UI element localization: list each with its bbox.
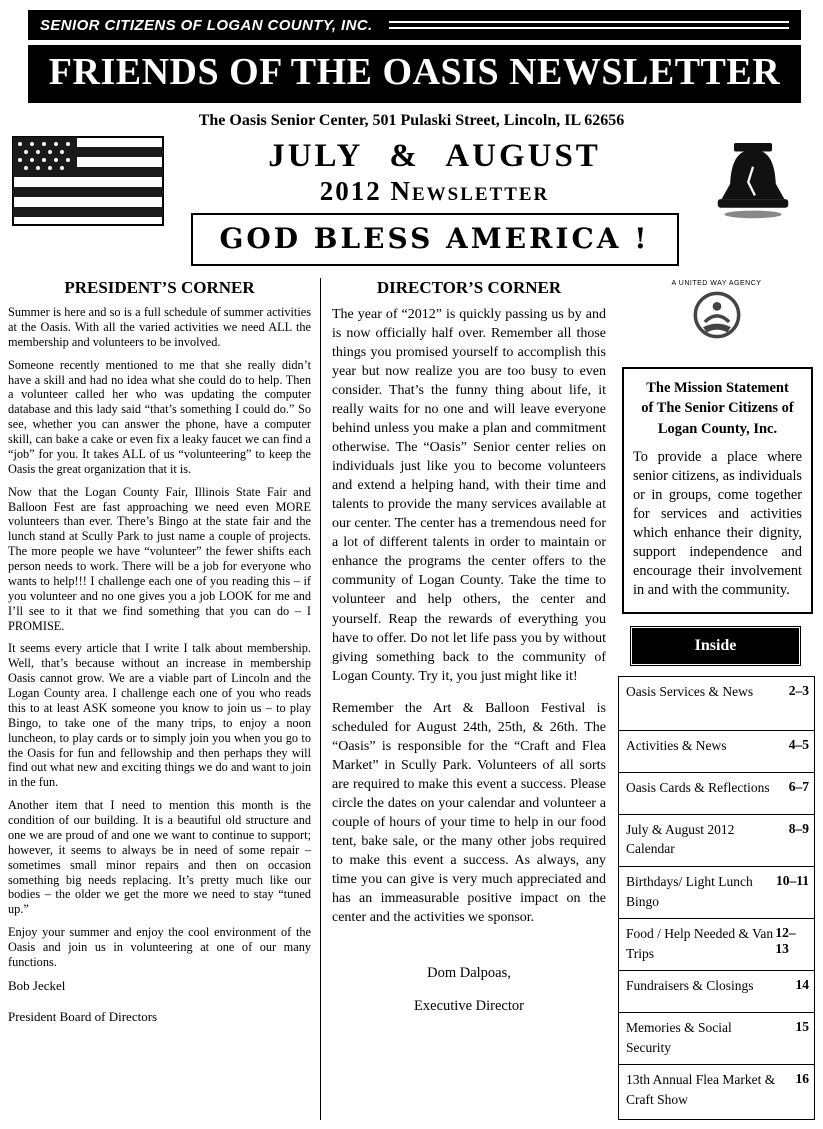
sidebar xyxy=(608,278,815,1120)
directors-corner-section xyxy=(330,278,608,1120)
toc-row xyxy=(619,773,814,815)
president-paragraph-5: Another item that I need to mention this month is the condition of our building. It is a beautiful old structure and one we are proud of and one we want to continue to support; however, it seems to always be in need of some repair – sometimes small minor repairs and then on occasion something big needs replacing. It’s pretty much like our bodies – the older we get the more we need to stay “tuned up.” xyxy=(8,798,311,917)
toc-label: 13th Annual Flea Market & Craft Show xyxy=(626,1072,776,1107)
toc-pages: 15 xyxy=(795,1019,809,1035)
american-flag-image xyxy=(12,136,164,233)
org-name: SENIOR CITIZENS OF LOGAN COUNTY, INC. xyxy=(40,16,373,34)
toc-row xyxy=(619,731,814,773)
toc-label: Oasis Cards & Reflections xyxy=(626,779,770,795)
title-bar xyxy=(28,45,801,103)
table-of-contents xyxy=(618,676,815,1121)
inside-header: Inside xyxy=(632,628,799,664)
toc-pages: 6–7 xyxy=(788,778,809,794)
masthead xyxy=(28,10,801,103)
united-way-logo-icon xyxy=(691,289,743,341)
toc-pages: 8–9 xyxy=(788,820,809,836)
presidents-corner-heading: PRESIDENT’S CORNER xyxy=(64,278,255,297)
liberty-bell-image xyxy=(705,142,805,227)
toc-row xyxy=(619,1013,814,1065)
issue-month-title: JULY & AUGUST xyxy=(268,138,601,174)
director-signature-title: Executive Director xyxy=(414,998,524,1014)
toc-label: Activities & News xyxy=(626,737,727,753)
issue-row xyxy=(8,136,815,266)
toc-row xyxy=(619,919,814,971)
toc-row xyxy=(619,971,814,1013)
toc-pages: 14 xyxy=(795,977,809,993)
issue-title-block xyxy=(164,136,705,266)
toc-row xyxy=(619,867,814,919)
toc-label: Fundraisers & Closings xyxy=(626,978,754,994)
toc-row xyxy=(619,677,814,731)
director-paragraph-1: The year of “2012” is quickly passing us by and is now officially half over. Remember all those things you promised yourself to accomplish this year but now realize you are too busy to even consider. That’s the funny thing about life, it really waits for no one and will leave everyone behind unless you make a plan and commitment otherwise. The “Oasis” Senior center relies on individuals just like you to become volunteers and extend a helping hand, with their time and talents to provide the many services available at our center. The center has a tremendous need for a lot of different talents in order to maintain or enhance the programs the center offers to the community of Logan County. Take the time to volunteer and help others, the center and yourself. Reap the rewards of everything you have to offer. Do not let life pass you by without giving something back to the community of Logan County. Try it, you just might like it! xyxy=(332,307,606,684)
united-way-label: A UNITED WAY AGENCY xyxy=(671,280,762,287)
president-paragraph-2: Someone recently mentioned to me that she really didn’t have a skill and had no idea what she could do to help. Then a volunteer called her who was updating the computer database and this lady said “that’s something I could do.” So see, whether you can answer the phone, have a computer skill, can bake a cake or even fix a leaky faucet we can find a “job” for you. It takes ALL of us “volunteering” to keep the Oasis the great organization that it is. xyxy=(8,357,311,476)
toc-label: Memories & Social Security xyxy=(626,1020,732,1055)
mission-body: To provide a place where senior citizens, as individuals or in groups, come together for services and activities which enhance their dignity, support independence and encourage their involvement in and with the community. xyxy=(633,448,802,598)
president-paragraph-6: Enjoy your summer and enjoy the cool environment of the Oasis and join us in volunteering at one of our many functions. xyxy=(8,925,311,969)
president-signature: Bob Jeckel xyxy=(8,977,66,993)
president-paragraph-4: It seems every article that I write I talk about membership. Well, that’s because without an increase in membership Oasis cannot grow. We are a viable part of Lincoln and the Logan County area. I challenge each one of you who reads this to at least ASK someone you know to join us – to play Bingo, to take one of the many trips, to enjoy a noon luncheon, to play cards or to simply join you when you go to the Oasis for fun and fellowship and then perhaps they will find out what new and exciting things we do and want to join in the fun. xyxy=(8,641,311,790)
president-signature-title: President Board of Directors xyxy=(8,1009,158,1025)
address-line: The Oasis Senior Center, 501 Pulaski Street, Lincoln, IL 62656 xyxy=(198,112,625,129)
president-paragraph-1: Summer is here and so is a full schedule of summer activities at the Oasis. With all the varied activities we need ALL the membership and volunteers to be involved. xyxy=(8,305,311,349)
director-signature-block xyxy=(332,965,606,1015)
god-bless-america-banner xyxy=(191,213,679,266)
director-paragraph-2: Remember the Art & Balloon Festival is scheduled for August 24th, 25th, & 26th. The “Oasis” is responsible for the “Craft and Flea Market” in Scully Park. Volunteers of all sorts are required to make this event a success. Please circle the dates on your calendar and volunteer a couple of hours of your time to help in our food tent, bake sale, or the many other jobs required to make this event a success. As always, any time you can give is very much appreciated and has an immeasurable positive impact on the center and the activities we sponsor. xyxy=(332,700,606,925)
toc-label: Oasis Services & News xyxy=(626,683,754,699)
presidents-corner-section xyxy=(8,278,311,1120)
bell-icon xyxy=(705,142,801,222)
toc-row xyxy=(619,815,814,867)
content-columns xyxy=(8,278,815,1120)
toc-pages: 16 xyxy=(795,1071,809,1087)
toc-pages: 10–11 xyxy=(775,873,809,889)
director-signature: Dom Dalpoas, xyxy=(427,965,511,981)
mission-statement-box xyxy=(622,367,813,614)
mission-title-line-1: The Mission Statement xyxy=(646,380,789,396)
issue-year-title: 2012 Newsletter xyxy=(319,176,550,206)
newsletter-title: FRIENDS OF THE OASIS NEWSLETTER xyxy=(48,51,781,93)
toc-label: Birthdays/ Light Lunch Bingo xyxy=(626,874,753,909)
column-divider xyxy=(320,278,321,1120)
mission-title-line-2: of The Senior Citizens of xyxy=(641,400,794,417)
toc-label: Food / Help Needed & Van Trips xyxy=(626,926,774,961)
united-way-block xyxy=(618,280,815,341)
toc-label: July & August 2012 Calendar xyxy=(626,821,735,857)
toc-row xyxy=(619,1065,814,1119)
double-rule-decoration xyxy=(389,21,789,29)
mission-title-line-3: Logan County, Inc. xyxy=(657,420,778,437)
banner-text: GOD BLESS AMERICA ! xyxy=(219,222,650,255)
toc-pages: 12–13 xyxy=(775,925,796,957)
toc-pages: 2–3 xyxy=(788,682,809,698)
flag-icon xyxy=(12,136,164,228)
mission-title xyxy=(633,378,802,439)
directors-corner-heading: DIRECTOR’S CORNER xyxy=(376,278,562,297)
toc-pages: 4–5 xyxy=(788,736,809,752)
president-paragraph-3: Now that the Logan County Fair, Illinois State Fair and Balloon Fest are fast approaching we need even MORE volunteers than ever. There’s Bingo at the state fair and the lunch stand at Scully Park to just name a couple of projects. The more people we have “volunteer” the fewer shifts each person needs to work. There will be a job for everyone who wants to help!!! I challenge each one of you reading this – if you volunteer and no one gives you a job LOOK for me and I’ll see to it that we find something that you can do – I PROMISE. xyxy=(8,484,311,633)
org-bar xyxy=(28,10,801,40)
